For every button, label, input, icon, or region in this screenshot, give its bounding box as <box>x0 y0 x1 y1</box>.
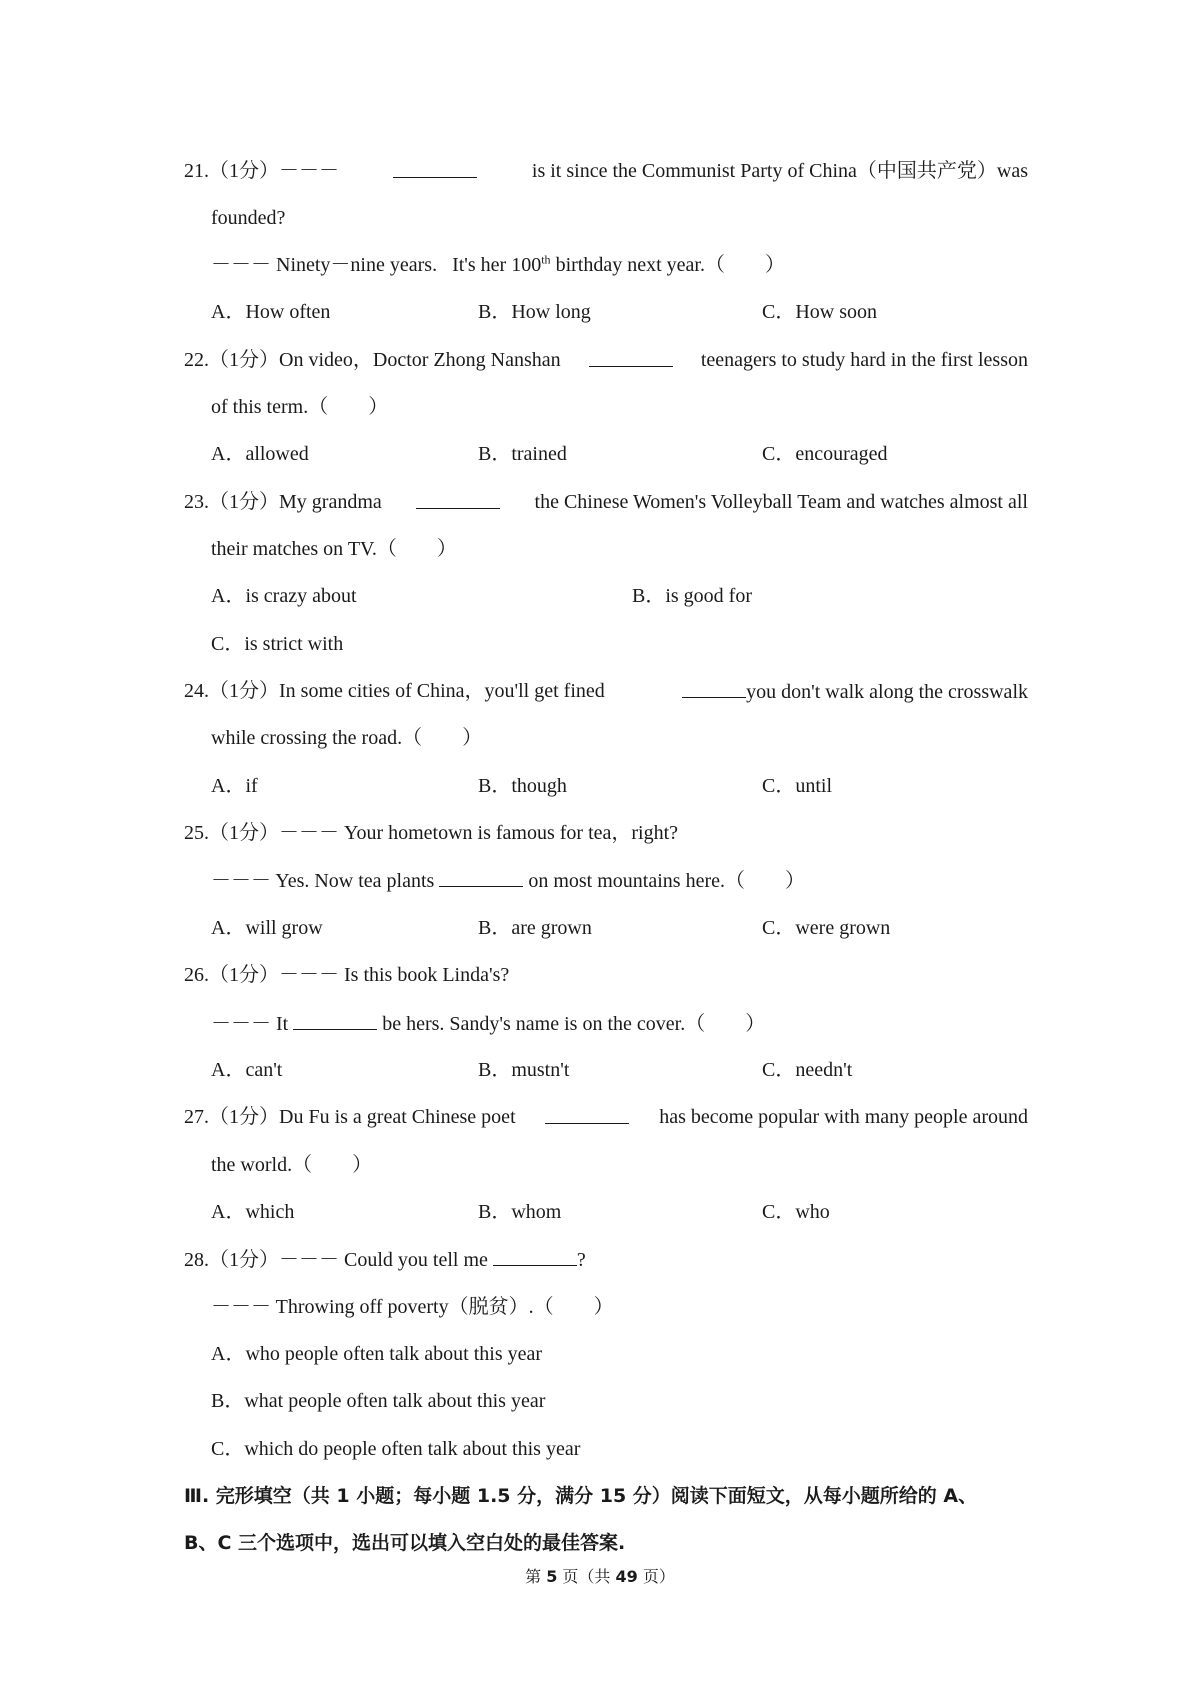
question-24-option-b: B．though <box>478 775 567 797</box>
question-27-line-1 <box>184 1105 1028 1129</box>
question-28-option-a: A．who people often talk about this year <box>211 1343 543 1365</box>
question-28-lead-end: ? <box>576 1249 586 1271</box>
question-28-option-c: C．which do people often talk about this year <box>211 1438 581 1460</box>
question-23-continuation: their matches on TV.（ ） <box>211 538 457 560</box>
question-26-line-1: 26.（1分）－－－ Is this book Linda's? <box>184 964 510 986</box>
section-3-heading-line-1: Ⅲ. 完形填空（共 1 小题；每小题 1.5 分，满分 15 分）阅读下面短文，从每小题所给的 A、 <box>184 1485 978 1507</box>
question-26-option-c: C．needn't <box>762 1059 853 1081</box>
question-27-option-a: A．which <box>211 1201 295 1223</box>
answer-blank <box>545 1105 629 1124</box>
question-28-option-b: B．what people often talk about this year <box>211 1390 546 1412</box>
question-21-text: is it since the Communist Party of China（中国共产党）was <box>531 160 1028 182</box>
question-26-answer-b: be hers. Sandy's name is on the cover.（ ） <box>382 1013 766 1035</box>
question-21-answer-c: birthday next year.（ ） <box>555 254 785 276</box>
footer-total-pages: 49 <box>615 1567 638 1586</box>
page-footer <box>0 1567 1200 1587</box>
question-25-option-c: C．were grown <box>762 917 891 939</box>
question-21-answer-sup: th <box>541 252 551 267</box>
question-21-continuation: founded? <box>211 207 286 229</box>
question-21-option-b: B．How long <box>478 301 591 323</box>
question-24-lead: 24.（1分）In some cities of China，you'll get fined <box>184 680 605 702</box>
question-22-option-c: C．encouraged <box>762 443 888 465</box>
question-23-lead: 23.（1分）My grandma <box>184 491 382 513</box>
question-26-option-b: B．mustn't <box>478 1059 570 1081</box>
question-28-line-1 <box>184 1247 586 1272</box>
question-21-answer-line <box>211 253 785 277</box>
answer-blank <box>439 868 523 887</box>
question-25-option-a: A．will grow <box>211 917 323 939</box>
question-21-answer-b: It's her 100 <box>452 254 542 276</box>
question-23-line-1 <box>184 490 1028 514</box>
question-27-continuation: the world.（ ） <box>211 1154 373 1176</box>
footer-prefix: 第 <box>525 1567 542 1586</box>
answer-blank <box>493 1247 577 1266</box>
question-22-continuation: of this term.（ ） <box>211 396 389 418</box>
question-23-option-b: B．is good for <box>632 585 752 607</box>
question-25-line-1: 25.（1分）－－－ Your hometown is famous for tea，right? <box>184 822 679 844</box>
question-21-option-c: C．How soon <box>762 301 878 323</box>
question-27-text: has become popular with many people around <box>659 1106 1028 1128</box>
footer-suffix: 页） <box>642 1567 675 1586</box>
question-23-option-a: A．is crazy about <box>211 585 357 607</box>
question-21-option-a: A．How often <box>211 301 331 323</box>
answer-blank <box>393 159 477 178</box>
question-24-option-c: C．until <box>762 775 833 797</box>
question-22-option-a: A．allowed <box>211 443 309 465</box>
answer-blank <box>589 348 673 367</box>
section-3-heading-line-2: B、C 三个选项中，选出可以填入空白处的最佳答案. <box>184 1532 626 1554</box>
question-25-answer-a: －－－ Yes. Now tea plants <box>211 870 435 892</box>
footer-page-number: 5 <box>546 1567 558 1586</box>
answer-blank <box>682 679 746 698</box>
question-27-option-b: B．whom <box>478 1201 562 1223</box>
question-28-answer: －－－ Throwing off poverty（脱贫）.（ ） <box>211 1296 614 1318</box>
question-28-lead: 28.（1分）－－－ Could you tell me <box>184 1249 488 1271</box>
answer-blank <box>293 1011 377 1030</box>
question-23-option-c: C．is strict with <box>211 633 344 655</box>
footer-middle: 页（共 <box>562 1567 611 1586</box>
question-25-answer-b: on most mountains here.（ ） <box>528 870 805 892</box>
question-26-answer-a: －－－ It <box>211 1013 289 1035</box>
question-26-option-a: A．can't <box>211 1059 283 1081</box>
question-22-option-b: B．trained <box>478 443 567 465</box>
question-21-line-1 <box>184 159 1028 183</box>
question-24-option-a: A．if <box>211 775 258 797</box>
question-27-option-c: C．who <box>762 1201 830 1223</box>
question-21-lead: 21.（1分）－－－ <box>184 160 339 182</box>
question-24-text: you don't walk along the crosswalk <box>746 681 1028 703</box>
question-24-continuation: while crossing the road.（ ） <box>211 727 483 749</box>
question-25-option-b: B．are grown <box>478 917 592 939</box>
answer-blank <box>416 490 500 509</box>
question-25-answer-line <box>211 868 805 893</box>
question-26-answer-line <box>211 1011 765 1036</box>
question-27-lead: 27.（1分）Du Fu is a great Chinese poet <box>184 1106 516 1128</box>
question-22-lead: 22.（1分）On video，Doctor Zhong Nanshan <box>184 349 561 371</box>
question-22-line-1 <box>184 348 1028 372</box>
question-24-line-1 <box>184 679 1028 704</box>
question-23-text: the Chinese Women's Volleyball Team and watches almost all <box>534 491 1028 513</box>
question-22-text: teenagers to study hard in the first lesson <box>700 349 1028 371</box>
question-21-answer-a: －－－ Ninety－nine years. <box>211 254 438 276</box>
question-24-blank-group <box>682 679 1028 704</box>
